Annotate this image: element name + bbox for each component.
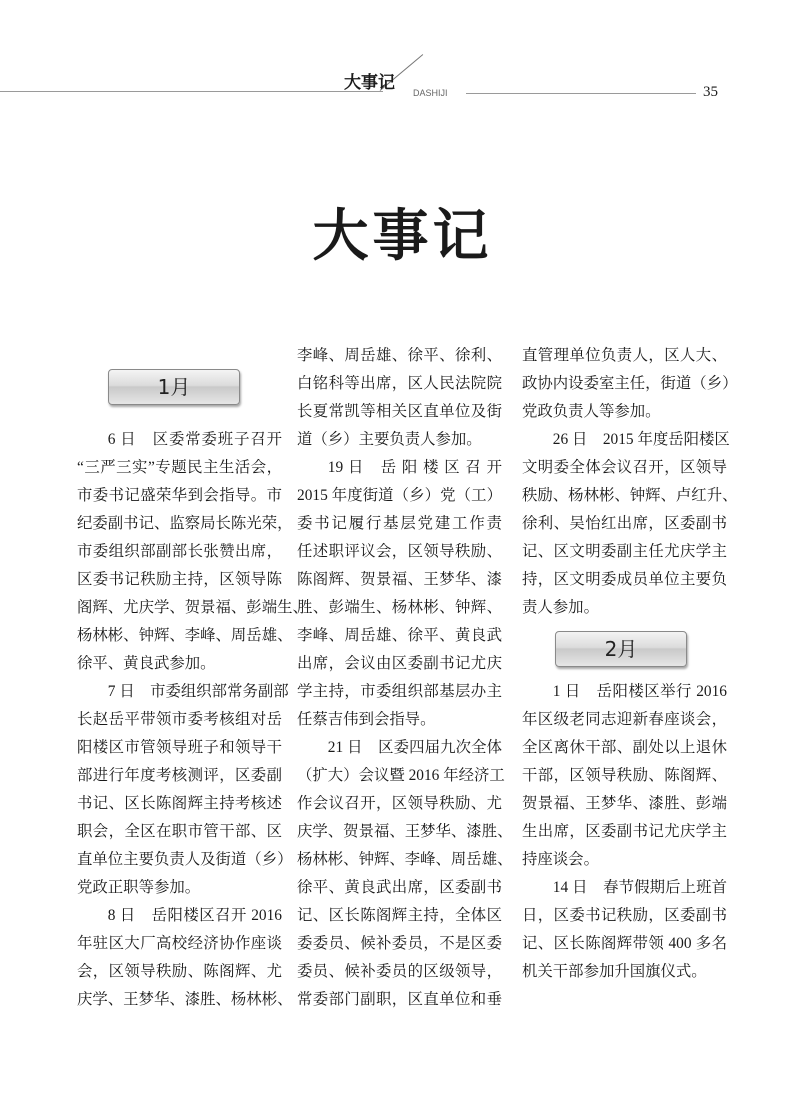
text-line: 庆学、贺景福、王梦华、漆胜、: [297, 823, 513, 840]
event-paragraph: [522, 874, 727, 986]
running-section-subtitle: DASHIJI: [413, 88, 448, 98]
text-line: 政协内设委室主任，街道（乡）: [522, 375, 738, 392]
text-line: 李峰、周岳雄、徐平、徐利、: [297, 347, 502, 364]
text-line: 党政负责人等参加。: [522, 403, 661, 420]
text-line: 党政正职等参加。: [77, 879, 201, 896]
text-line: 生出席，区委副书记尤庆学主: [522, 823, 727, 840]
text-line: 1 日 岳阳楼区举行 2016: [552, 683, 727, 700]
event-paragraph: [297, 454, 502, 734]
text-line: 年驻区大厂高校经济协作座谈: [77, 935, 282, 952]
text-line: 阳楼区市管领导班子和领导干: [77, 739, 282, 756]
header-rule-right: [466, 93, 696, 94]
text-line: 委员、候补委员的区级领导，: [297, 963, 502, 980]
text-line: 作会议召开，区领导秩励、尤: [297, 795, 502, 812]
month-heading: 1月: [108, 369, 240, 405]
column-1: [77, 342, 308, 1014]
month-heading-block: [77, 342, 282, 426]
running-section-title: 大事记: [344, 73, 395, 93]
text-line: 记、区长陈阁辉主持，全体区: [297, 907, 502, 924]
text-line: 杨林彬、钟辉、李峰、周岳雄、: [297, 851, 513, 868]
text-line: 记、区长陈阁辉带领 400 多名: [522, 935, 727, 952]
event-paragraph: [522, 426, 738, 622]
text-line: 全区离休干部、副处以上退休: [522, 739, 727, 756]
text-line: 2015 年度街道（乡）党（工）: [297, 487, 502, 504]
text-line: 持，区文明委成员单位主要负: [522, 571, 727, 588]
text-line: 文明委全体会议召开，区领导: [522, 459, 727, 476]
text-line: 21 日 区委四届九次全体: [327, 739, 502, 756]
text-line: 会，区领导秩励、陈阁辉、尤: [77, 963, 282, 980]
header-rule-left: [0, 91, 383, 92]
text-line: 陈阁辉、贺景福、王梦华、漆: [297, 571, 502, 588]
text-line: 徐平、黄良武出席，区委副书: [297, 879, 502, 896]
month-heading-block: [522, 622, 727, 678]
text-line: 14 日 春节假期后上班首: [552, 879, 727, 896]
text-line: 秩励、杨林彬、钟辉、卢红升、: [522, 487, 738, 504]
text-line: 7 日 市委组织部常务副部: [107, 683, 289, 700]
text-line: 直单位主要负责人及街道（乡）: [77, 851, 293, 868]
text-line: 纪委副书记、监察局长陈光荣，: [77, 515, 293, 532]
event-paragraph: [77, 678, 293, 902]
event-paragraph: [522, 678, 727, 874]
column-2: [297, 342, 513, 1014]
text-line: 市委组织部副部长张赞出席，: [77, 543, 282, 560]
text-line: 道（乡）主要负责人参加。: [297, 431, 482, 448]
text-line: 6 日 区委常委班子召开: [107, 431, 282, 448]
text-line: 年区级老同志迎新春座谈会，: [522, 711, 727, 728]
text-line: 日，区委书记秩励，区委副书: [522, 907, 727, 924]
event-paragraph: [297, 342, 502, 454]
text-line: 19 日 岳 阳 楼 区 召 开: [327, 459, 502, 476]
text-line: 记、区文明委副主任尤庆学主: [522, 543, 727, 560]
text-line: 徐利、吴怡红出席，区委副书: [522, 515, 727, 532]
text-line: 委委员、候补委员，不是区委: [297, 935, 502, 952]
text-line: 26 日 2015 年度岳阳楼区: [552, 431, 730, 448]
text-line: 任蔡吉伟到会指导。: [297, 711, 436, 728]
page-title: 大事记: [312, 203, 493, 269]
text-line: 持座谈会。: [522, 851, 599, 868]
text-line: 出席，会议由区委副书记尤庆: [297, 655, 502, 672]
text-line: 长夏常凯等相关区直单位及街: [297, 403, 502, 420]
text-line: 8 日 岳阳楼区召开 2016: [107, 907, 282, 924]
text-line: 直管理单位负责人，区人大、: [522, 347, 727, 364]
text-line: 任述职评议会，区领导秩励、: [297, 543, 502, 560]
text-line: “三严三实”专题民主生活会，: [77, 459, 282, 476]
text-line: 贺景福、王梦华、漆胜、彭端: [522, 795, 727, 812]
text-line: 杨林彬、钟辉、李峰、周岳雄、: [77, 627, 293, 644]
event-paragraph: [297, 734, 513, 1014]
text-line: 李峰、周岳雄、徐平、黄良武: [297, 627, 502, 644]
text-line: 长赵岳平带领市委考核组对岳: [77, 711, 282, 728]
column-3: [522, 342, 738, 986]
text-line: 常委部门副职，区直单位和垂: [297, 991, 502, 1008]
text-line: 机关干部参加升国旗仪式。: [522, 963, 707, 980]
page-number: 35: [703, 84, 718, 100]
month-heading: 2月: [555, 631, 687, 667]
text-line: 区委书记秩励主持，区领导陈: [77, 571, 282, 588]
text-line: 书记、区长陈阁辉主持考核述: [77, 795, 282, 812]
text-line: 市委书记盛荣华到会指导。市: [77, 487, 282, 504]
text-line: （扩大）会议暨 2016 年经济工: [297, 767, 505, 784]
text-line: 庆学、王梦华、漆胜、杨林彬、: [77, 991, 293, 1008]
text-line: 委书记履行基层党建工作责: [297, 515, 502, 532]
text-line: 学主持，市委组织部基层办主: [297, 683, 502, 700]
text-line: 徐平、黄良武参加。: [77, 655, 216, 672]
text-line: 职会，全区在职市管干部、区: [77, 823, 282, 840]
text-line: 白铭科等出席，区人民法院院: [297, 375, 502, 392]
event-paragraph: [77, 426, 308, 678]
text-line: 部进行年度考核测评，区委副: [77, 767, 282, 784]
text-line: 胜、彭端生、杨林彬、钟辉、: [297, 599, 502, 616]
text-line: 责人参加。: [522, 599, 599, 616]
event-paragraph: [77, 902, 293, 1014]
text-line: 干部，区领导秩励、陈阁辉、: [522, 767, 727, 784]
event-paragraph: [522, 342, 738, 426]
text-line: 阁辉、尤庆学、贺景福、彭端生、: [77, 599, 308, 616]
